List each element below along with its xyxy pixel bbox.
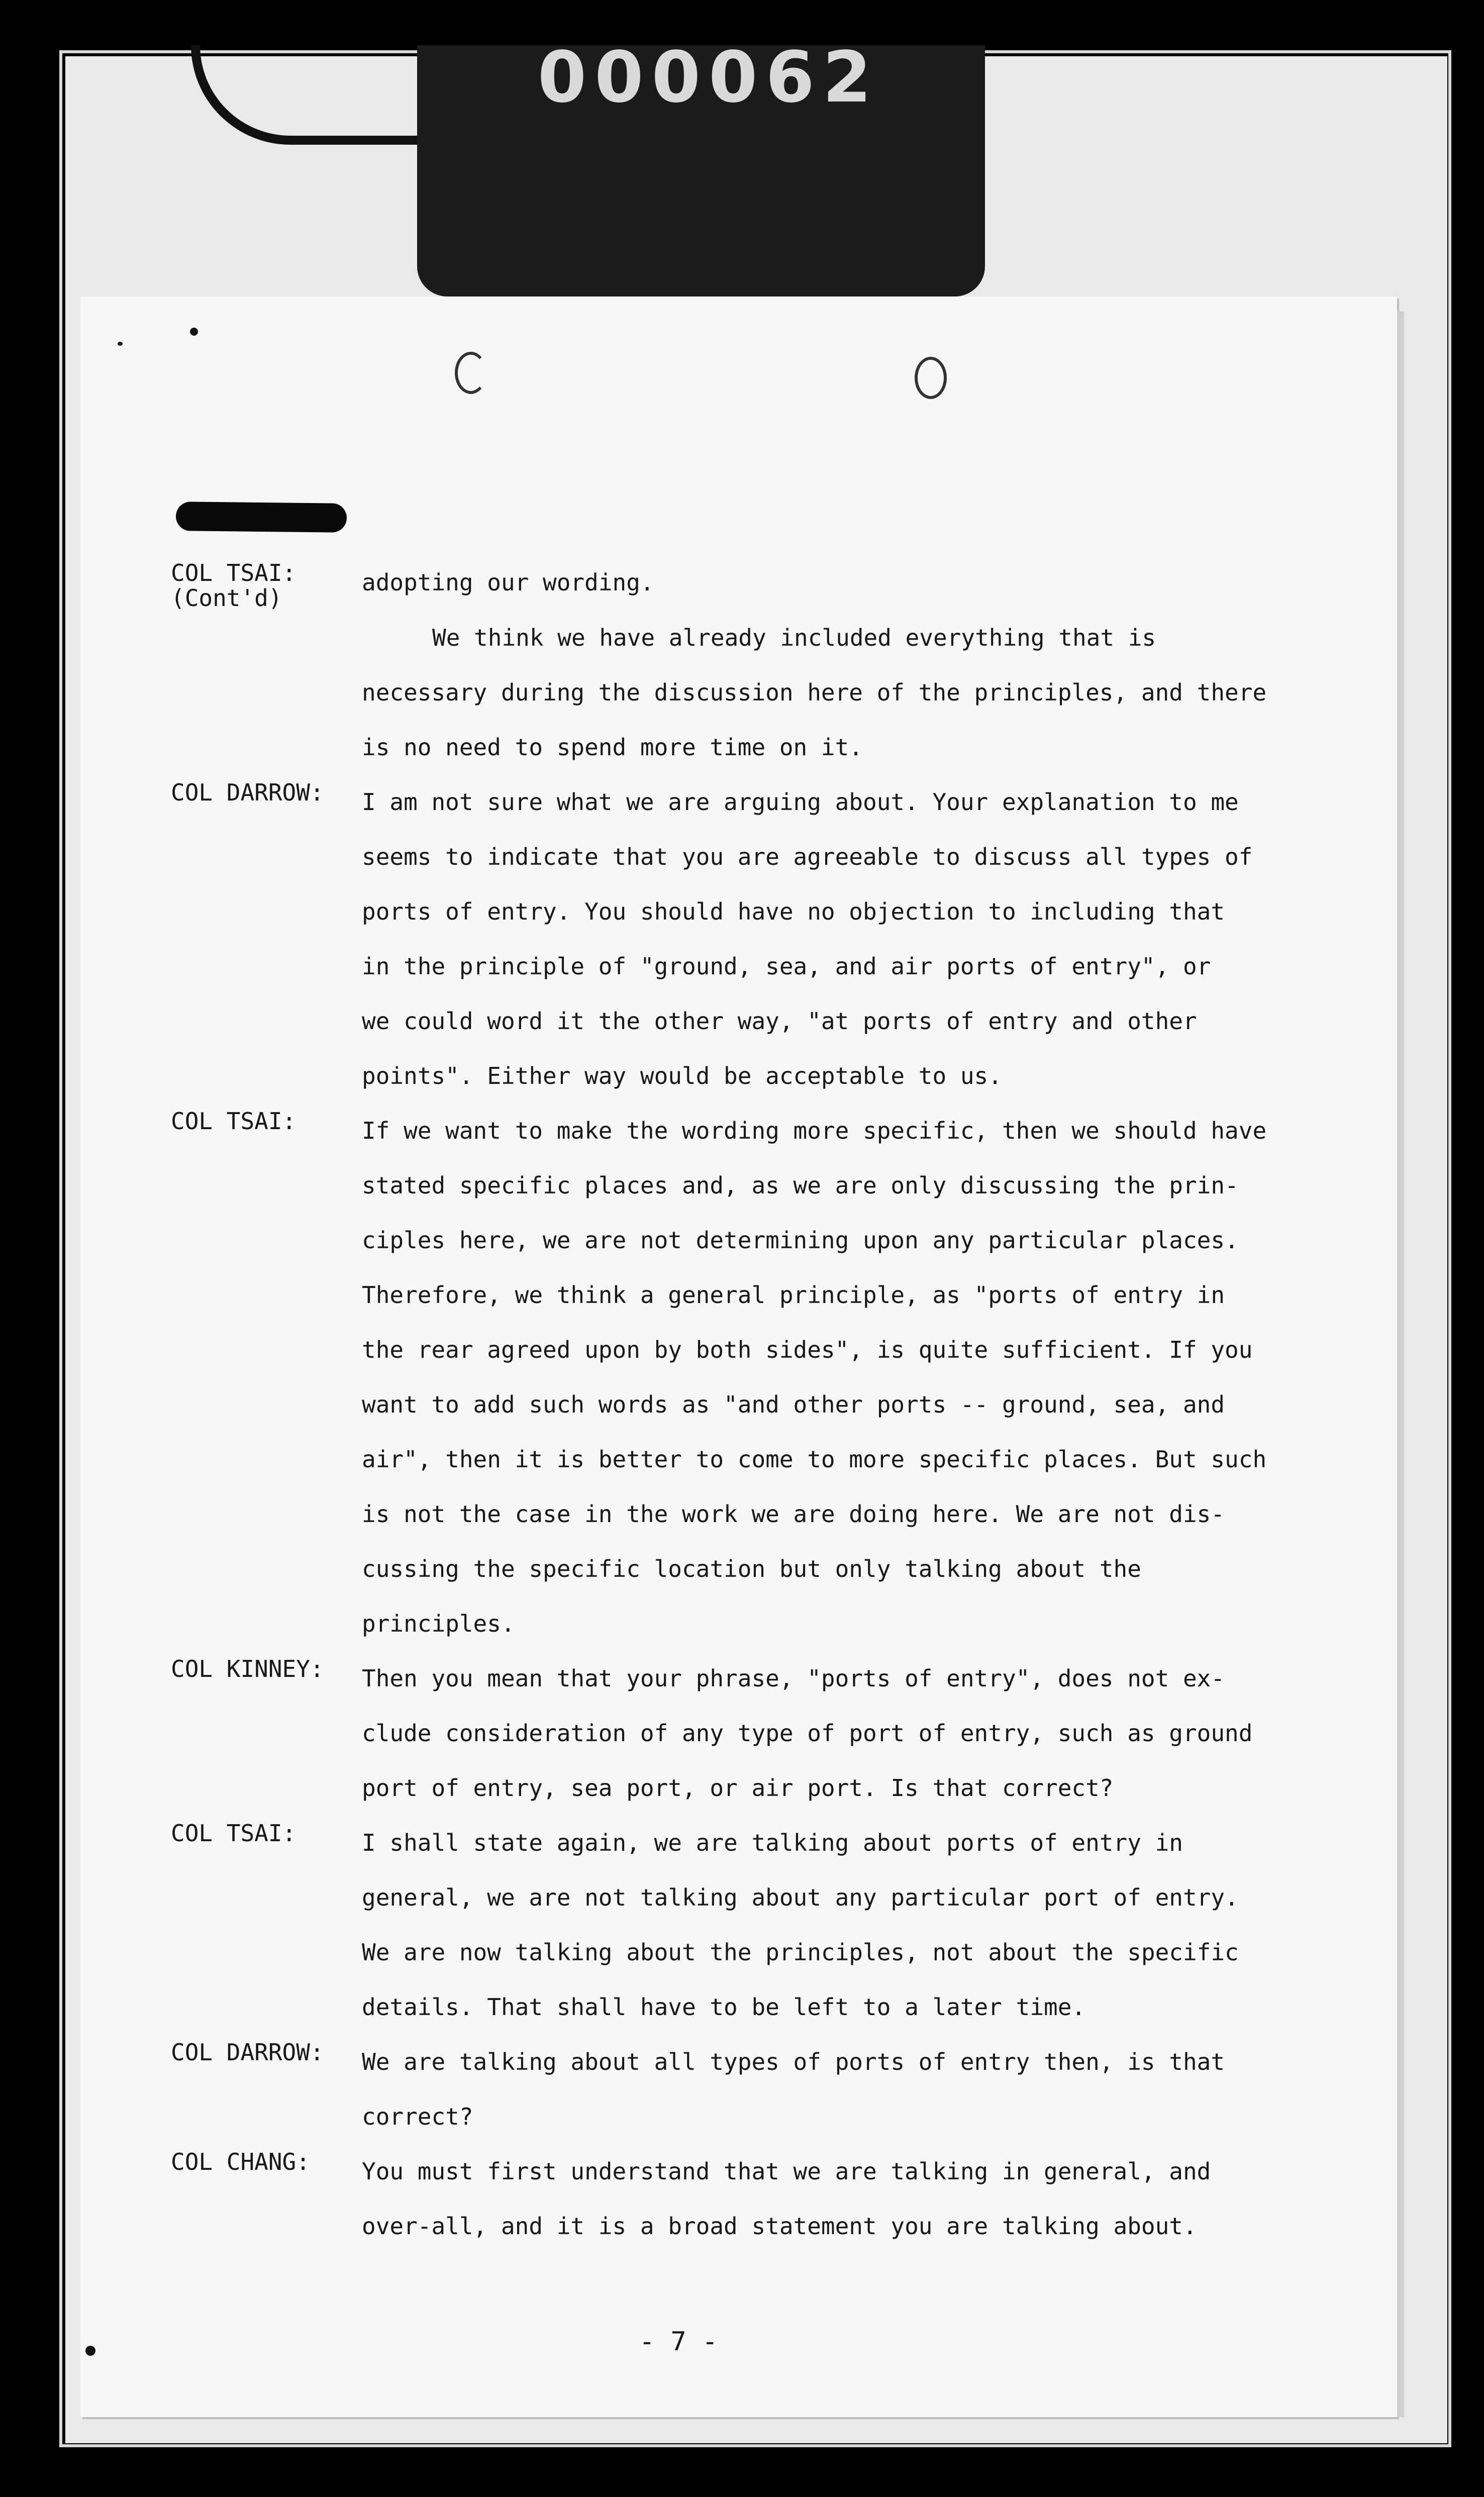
speech-text xyxy=(362,1651,1276,1816)
speech-line: details. That shall have to be left to a later time. xyxy=(362,1993,1086,2021)
speech-line: ciples here, we are not determining upon any particular places. xyxy=(362,1227,1239,1254)
speech-line: is not the case in the work we are doing here. We are not dis- xyxy=(362,1501,1225,1528)
redaction-mark xyxy=(176,502,347,533)
speech-line: want to add such words as "and other ports -- ground, sea, and xyxy=(362,1391,1225,1418)
speech-text xyxy=(362,555,1276,611)
transcript-entry xyxy=(171,1816,1276,2035)
speech-line: air", then it is better to come to more specific places. But such xyxy=(362,1446,1267,1473)
frame-counter-number: 000062 xyxy=(537,37,880,119)
speaker-label: COL DARROW: xyxy=(171,2039,324,2066)
speech-line: principles. xyxy=(362,1610,515,1637)
speech-line: adopting our wording. xyxy=(362,569,654,596)
transcript-entry xyxy=(171,1104,1276,1651)
speech-text xyxy=(362,1816,1276,2035)
speaker-label: COL TSAI: xyxy=(171,1820,296,1847)
speech-line: is no need to spend more time on it. xyxy=(362,734,863,761)
speech-line: I shall state again, we are talking about ports of entry in xyxy=(362,1829,1183,1856)
speaker-label: COL KINNEY: xyxy=(171,1655,324,1682)
speech-line: correct? xyxy=(362,2103,473,2130)
speech-line: general, we are not talking about any particular port of entry. xyxy=(362,1884,1239,1911)
speech-line: Then you mean that your phrase, "ports of entry", does not ex- xyxy=(362,1665,1225,1692)
speech-line: seems to indicate that you are agreeable to discuss all types of xyxy=(362,843,1253,870)
speech-line: We are talking about all types of ports of entry then, is that xyxy=(362,2048,1225,2075)
page-number: - 7 - xyxy=(639,2327,718,2357)
speaker-label: COL TSAI: (Cont'd) xyxy=(171,559,296,612)
speech-text xyxy=(362,775,1276,1104)
speech-text xyxy=(362,2035,1276,2144)
binder-hole-right xyxy=(915,357,947,399)
speech-line: necessary during the discussion here of the principles, and there xyxy=(362,679,1267,706)
speech-line: over-all, and it is a broad statement you are talking about. xyxy=(362,2213,1197,2240)
speech-line: You must first understand that we are talking in general, and xyxy=(362,2158,1211,2185)
page-edge-shadow xyxy=(1397,312,1404,2417)
transcript-entry xyxy=(171,555,1276,611)
speech-line: points". Either way would be acceptable to us. xyxy=(362,1062,1002,1089)
transcript-entry xyxy=(171,775,1276,1104)
speaker-label: COL DARROW: xyxy=(171,779,324,806)
speaker-label: COL CHANG: xyxy=(171,2148,310,2175)
speech-text xyxy=(362,611,1276,775)
speech-text xyxy=(362,2144,1276,2254)
speech-line: stated specific places and, as we are only discussing the prin- xyxy=(362,1172,1239,1199)
speech-line: port of entry, sea port, or air port. Is that correct? xyxy=(362,1774,1114,1802)
speech-line: in the principle of "ground, sea, and air ports of entry", or xyxy=(362,953,1211,980)
speech-line: We think we have already included everything that is xyxy=(432,624,1156,651)
speech-line: If we want to make the wording more specific, then we should have xyxy=(362,1117,1267,1144)
speech-line: ports of entry. You should have no objection to including that xyxy=(362,898,1225,925)
speaker-label xyxy=(171,611,362,775)
speech-text xyxy=(362,1104,1276,1651)
transcript-entry xyxy=(171,2035,1276,2144)
speech-line: I am not sure what we are arguing about. Your explanation to me xyxy=(362,788,1239,816)
speech-line: We are now talking about the principles, not about the specific xyxy=(362,1939,1239,1966)
speech-line: the rear agreed upon by both sides", is quite sufficient. If you xyxy=(362,1336,1253,1363)
speech-line: Therefore, we think a general principle, as "ports of entry in xyxy=(362,1281,1225,1309)
speech-line: clude consideration of any type of port of entry, such as ground xyxy=(362,1720,1253,1747)
speck-mark xyxy=(190,328,198,336)
transcript-entry xyxy=(171,1651,1276,1816)
transcript-body xyxy=(171,555,1276,2254)
transcript-entry xyxy=(171,611,1276,775)
binder-hole-left xyxy=(455,352,487,394)
speck-mark xyxy=(118,342,123,346)
speaker-label: COL TSAI: xyxy=(171,1108,296,1135)
transcript-entry xyxy=(171,2144,1276,2254)
speck-mark xyxy=(85,2346,95,2356)
speech-line: cussing the specific location but only talking about the xyxy=(362,1555,1141,1582)
speech-line: we could word it the other way, "at ports of entry and other xyxy=(362,1008,1197,1035)
